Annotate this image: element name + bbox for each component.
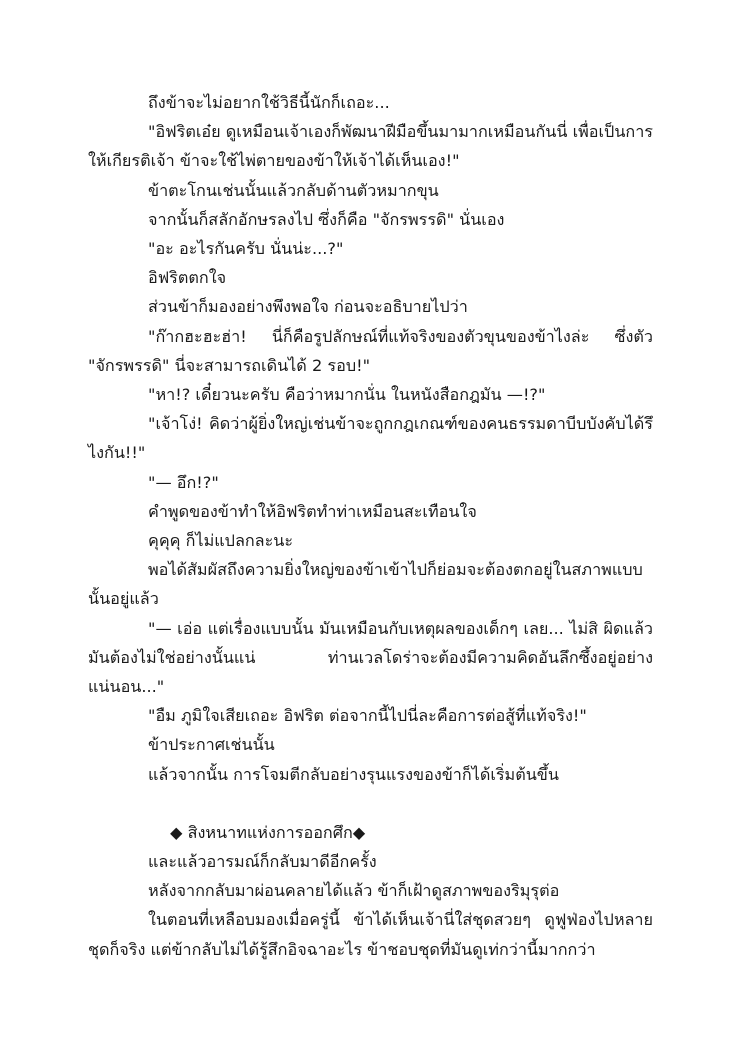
paragraph: "ก๊ากฮะฮะฮ่า! นี่ก็คือรูปลักษณ์ที่แท้จริงของตัวขุนของข้าไงล่ะ ซึ่งตัว "จักรพรรดิ" นี่จะสามารถเดินได้ 2 รอบ!" bbox=[88, 326, 653, 375]
paragraph: ข้าประกาศเช่นนั้น bbox=[148, 735, 275, 755]
paragraph: ถึงข้าจะไม่อยากใช้วิธีนี้นักก็เถอะ... bbox=[148, 93, 390, 112]
section-break bbox=[88, 789, 653, 818]
paragraph: "หา!? เดี๋ยวนะครับ คือว่าหมากนั่น ในหนังสือกฎมัน —!?" bbox=[148, 385, 546, 405]
paragraph: "อิฟริตเอ๋ย ดูเหมือนเจ้าเองก็พัฒนาฝีมือขึ้นมามากเหมือนกันนี่ เพื่อเป็นการให้เกียรติเจ้า ข้าจะใช้ไพ่ตายของข้าให้เจ้าได้เห็นเอง!" bbox=[88, 122, 653, 171]
paragraph: "อะ อะไรกันครับ นั่นน่ะ...?" bbox=[148, 239, 344, 259]
paragraph: ส่วนข้าก็มองอย่างพึงพอใจ ก่อนจะอธิบายไปว่า bbox=[148, 297, 468, 317]
paragraph: แล้วจากนั้น การโจมตีกลับอย่างรุนแรงของข้าก็ได้เริ่มต้นขึ้น bbox=[148, 764, 559, 784]
paragraph: จากนั้นก็สลักอักษรลงไป ซึ่งก็คือ "จักรพรรดิ" นั่นเอง bbox=[148, 209, 505, 229]
paragraph: คุคุคุ ก็ไม่แปลกละนะ bbox=[148, 531, 294, 551]
paragraph: "อืม ภูมิใจเสียเถอะ อิฟริต ต่อจากนี้ไปนี่ละคือการต่อสู้ที่แท้จริง!" bbox=[148, 706, 587, 726]
paragraph: "— อึก!?" bbox=[148, 472, 219, 492]
paragraph: หลังจากกลับมาผ่อนคลายได้แล้ว ข้าก็เฝ้าดูสภาพของริมุรุต่อ bbox=[148, 881, 560, 901]
paragraph: ข้าตะโกนเช่นนั้นแล้วกลับด้านตัวหมากขุน bbox=[148, 180, 439, 200]
paragraph: อิฟริตตกใจ bbox=[148, 268, 227, 288]
paragraph: พอได้สัมผัสถึงความยิ่งใหญ่ของข้าเข้าไปก็ย่อมจะต้องตกอยู่ในสภาพแบบนั้นอยู่แล้ว bbox=[88, 560, 643, 609]
paragraph: และแล้วอารมณ์ก็กลับมาดีอีกครั้ง bbox=[148, 852, 377, 872]
paragraph: "— เอ่อ แต่เรื่องแบบนั้น มันเหมือนกับเหตุผลของเด็กๆ เลย... ไม่สิ ผิดแล้ว มันต้องไม่ใช่อย่างนั้นแน่ ท่านเวลโดร่าจะต้องมีความคิดอันลึกซึ้งอยู่อย่างแน่นอน..." bbox=[88, 618, 653, 697]
paragraph: "เจ้าโง่! คิดว่าผู้ยิ่งใหญ่เช่นข้าจะถูกกฎเกณฑ์ของคนธรรมดาบีบบังคับได้รึไงกัน!!" bbox=[88, 414, 653, 463]
paragraph: คำพูดของข้าทำให้อิฟริตทำท่าเหมือนสะเทือนใจ bbox=[148, 501, 477, 521]
paragraph: ในตอนที่เหลือบมองเมื่อครู่นี้ ข้าได้เห็นเจ้านี่ใส่ชุดสวยๆ ดูฟูฟ่องไปหลายชุดก็จริง แต่ข้ากลับไม่ได้รู้สึกอิจฉาอะไร ข้าชอบชุดที่มันดูเท่กว่านี้มากกว่า bbox=[88, 910, 653, 959]
body-text bbox=[88, 88, 653, 964]
section-heading: ◆ สิงหนาทแห่งการออกศึก◆ bbox=[170, 822, 366, 842]
